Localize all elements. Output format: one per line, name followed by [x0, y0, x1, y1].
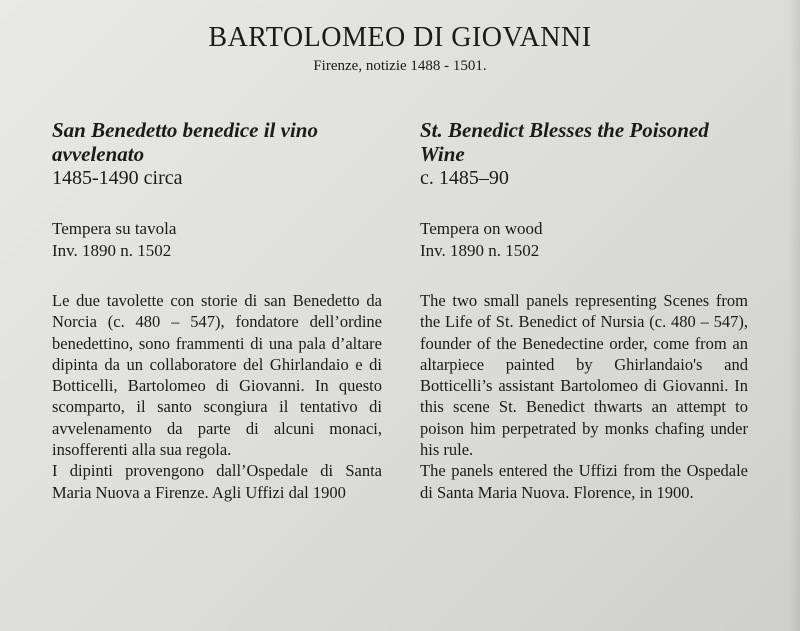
label-header [0, 22, 800, 76]
artist-dates: Firenze, notizie 1488 - 1501. [313, 58, 487, 74]
english-description [420, 290, 748, 503]
english-inventory: Inv. 1890 n. 1502 [420, 241, 540, 260]
italian-paragraph-2: I dipinti provengono dall’Ospedale di Santa Maria Nuova a Firenze. Agli Uffizi dal 1900 [52, 461, 382, 502]
english-medium: Tempera on wood [420, 219, 543, 238]
italian-medium: Tempera su tavola [52, 219, 177, 238]
italian-column [52, 118, 382, 503]
english-paragraph-1: The two small panels representing Scenes from the Life of St. Benedict of Nursia (c. 480 – 547), founder of the Benedectine order, come from an altarpiece painted by Ghirlandaio's and Botticelli’s assistant Bartolomeo di Giovanni. In this scene St. Benedict thwarts an attempt to poison him perpetrated by monks chafing under his rule. [420, 291, 748, 460]
italian-description [52, 290, 382, 503]
italian-inventory: Inv. 1890 n. 1502 [52, 241, 172, 260]
frame-edge [788, 0, 800, 631]
english-title: St. Benedict Blesses the Poisoned Wine [420, 118, 709, 166]
italian-year: 1485-1490 circa [52, 167, 183, 189]
english-column [420, 118, 748, 503]
artist-name: BARTOLOMEO DI GIOVANNI [208, 22, 592, 53]
italian-paragraph-1: Le due tavolette con storie di san Benedetto da Norcia (c. 480 – 547), fondatore dell’ordine benedettino, sono frammenti di una pala d’altare dipinta da un collaboratore del Ghirlandaio e di Botticelli, Bartolomeo di Giovanni. In questo scomparto, il santo scongiura il tentativo di avvelenamento da parte di alcuni monaci, insofferenti alla sua regola. [52, 291, 382, 460]
italian-title: San Benedetto benedice il vino avvelenato [52, 118, 318, 166]
english-paragraph-2: The panels entered the Uffizi from the Ospedale di Santa Maria Nuova. Florence, in 1900. [420, 461, 748, 502]
english-year: c. 1485–90 [420, 167, 509, 189]
